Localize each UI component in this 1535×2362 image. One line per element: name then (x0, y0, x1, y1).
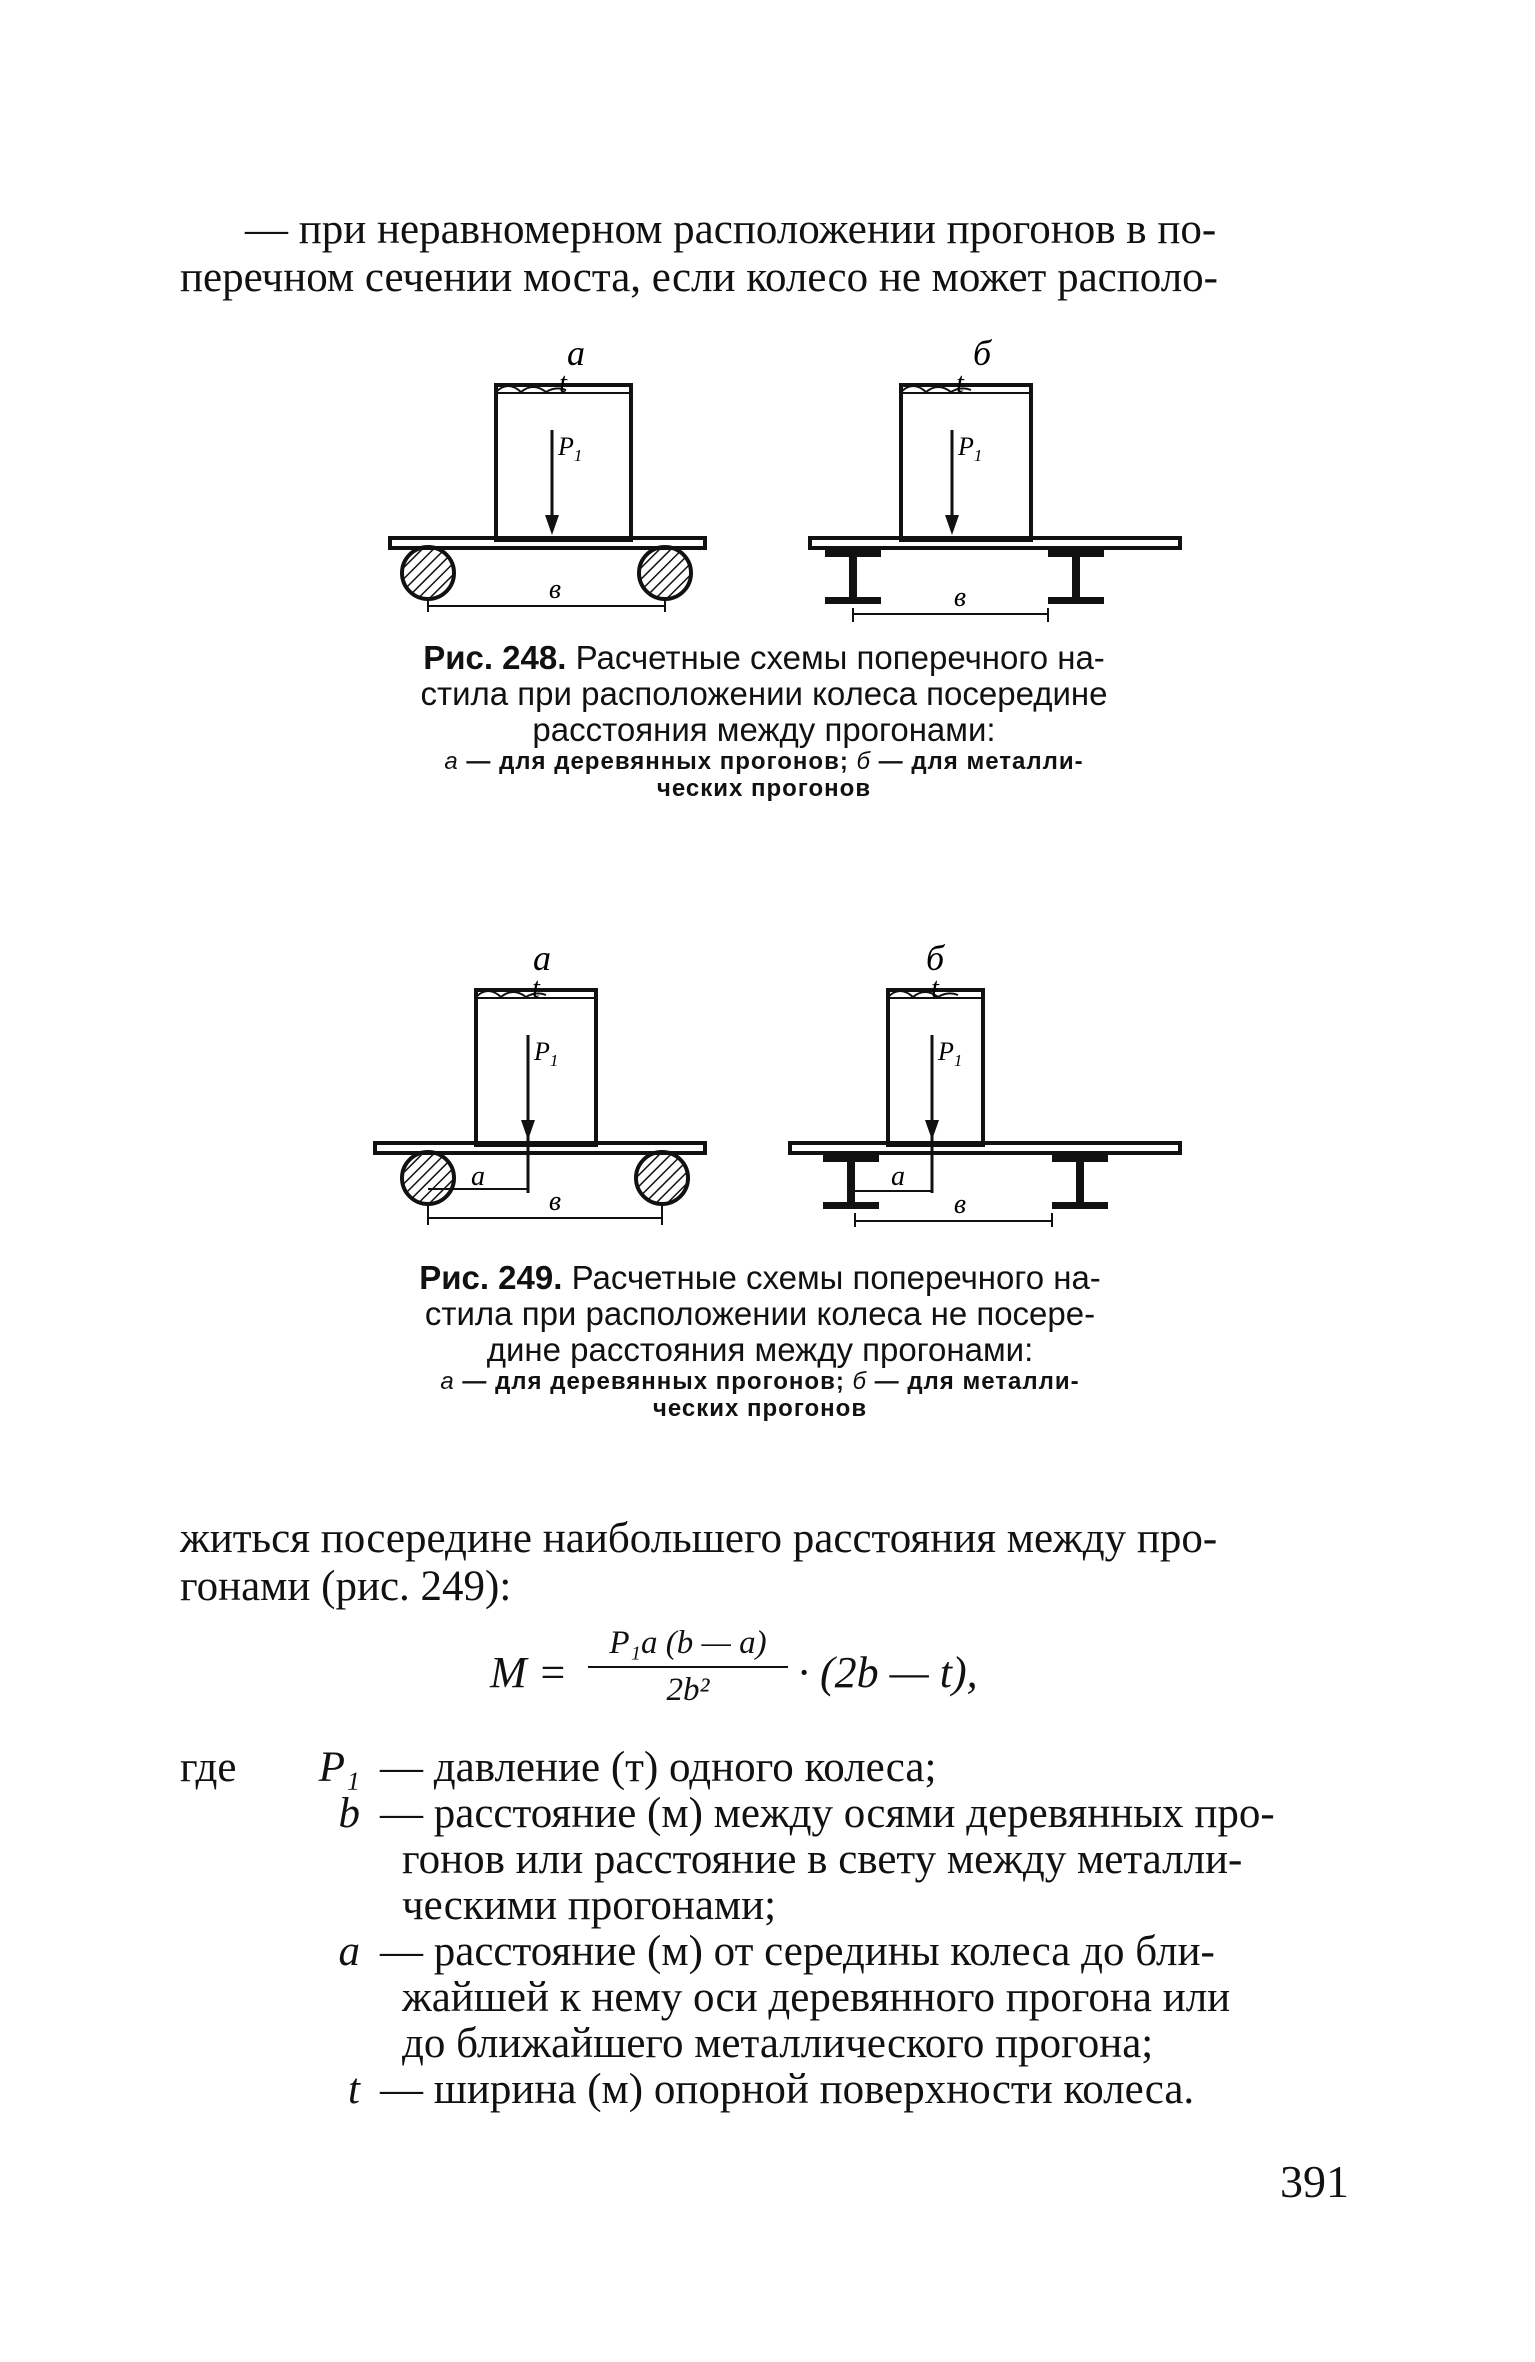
fig248-a-wheel (496, 385, 631, 540)
fig248-panel-b-label: б (972, 333, 992, 373)
fig249-panel-b (790, 938, 1180, 1227)
fig248-b-wheel (901, 385, 1031, 540)
fig248-panel-a (390, 333, 705, 612)
fig249-panel-a (375, 938, 705, 1225)
fig248-b-span-label: в (953, 582, 967, 613)
fig249-a-timber-left (402, 1152, 454, 1204)
fig248-b-deck (810, 538, 1180, 548)
fig248-panel-b (810, 333, 1180, 622)
fig249-a-p-label: $P_1$ (534, 1037, 559, 1070)
fig249-a-t-label: t (532, 973, 540, 1004)
fig249-a-offset-label: а (471, 1161, 485, 1192)
definition-a-symbol: a (338, 1928, 360, 1975)
fig249-caption-small2: ческих прогонов (652, 1395, 868, 1422)
definition-t-line-1: — ширина (м) опорной поверхности колеса. (380, 2066, 1195, 2113)
definition-b-line-3: ческими прогонами; (402, 1882, 777, 1929)
definition-p1 (180, 1745, 1535, 1791)
figure-249-diagram (380, 935, 1180, 1230)
fig249-b-ibeam-left (823, 1155, 879, 1209)
fig248-a-t-label: t (559, 368, 567, 399)
formula-rhs: · (2b — t), (798, 1648, 978, 1697)
fig248-a-p-label: $P_1$ (558, 432, 583, 465)
fig249-panel-b-label: б (925, 938, 945, 978)
middle-text-line-2: гонами (рис. 249): (180, 1563, 512, 1610)
fig248-caption-line2: стила при расположении колеса посередине (420, 675, 1108, 712)
fig248-a-span-label: в (548, 574, 562, 605)
definitions-intro: где (180, 1744, 237, 1791)
fig249-caption-number: Рис. 249. (419, 1259, 563, 1296)
fig249-b-t-label: t (931, 973, 939, 1004)
fig249-b-ibeam-right (1052, 1155, 1108, 1209)
definition-a (180, 1929, 1535, 2067)
fig249-b-offset-label: а (891, 1161, 905, 1192)
definition-b-line-1: — расстояние (м) между осями деревянных про- (380, 1790, 1275, 1837)
definition-a-line-2: жайшей к нему оси деревянного прогона или (402, 1974, 1231, 2021)
page-number: 391 (1280, 2156, 1349, 2207)
formula-fraction (588, 1625, 788, 1709)
fig249-a-span-label: в (548, 1186, 562, 1217)
figure-248-caption: Рис. 248. Расчетные схемы поперечного на- стила при расположении колеса посередине расстояния между прогонами: а — для деревянных прогонов; б — для металли- ческих прогонов (384, 640, 1144, 802)
fig249-b-span-label: в (953, 1189, 967, 1220)
formula-numerator: P₁a (b — a) (588, 1625, 788, 1668)
fig248-caption-small2: ческих прогонов (656, 775, 872, 802)
fig248-caption-line3: расстояния между прогонами: (532, 711, 996, 748)
fig248-a-timber-right (639, 547, 691, 599)
fig249-b-deck (790, 1143, 1180, 1153)
definition-b (180, 1791, 1535, 1929)
definition-p1-symbol: P₁ (318, 1744, 360, 1791)
fig249-a-wheel (476, 990, 596, 1145)
formula-denominator: 2b² (666, 1672, 710, 1708)
fig248-caption-number: Рис. 248. (423, 639, 567, 676)
fig249-panel-a-label: а (533, 938, 551, 978)
definition-t-symbol: t (348, 2066, 360, 2113)
fig249-b-p-label: $P_1$ (938, 1037, 963, 1070)
top-text-line-1: — при неравномерном расположении прогонов в по- (245, 206, 1217, 253)
definition-a-line-3: до ближайшего металлического прогона; (402, 2020, 1154, 2067)
fig249-a-timber-right (636, 1152, 688, 1204)
fig248-b-ibeam-right (1048, 550, 1104, 604)
definition-a-line-1: — расстояние (м) от середины колеса до бли- (380, 1928, 1215, 1975)
definition-b-line-2: гонов или расстояние в свету между металли- (402, 1836, 1243, 1883)
figure-248-diagram (380, 330, 1180, 630)
top-text-line-2: перечном сечении моста, если колесо не может располо- (180, 254, 1218, 301)
fig248-b-ibeam-left (825, 550, 881, 604)
fig248-a-timber-left (402, 547, 454, 599)
fig248-caption-line1: Расчетные схемы поперечного на- (566, 639, 1105, 676)
fig248-panel-a-label: а (567, 333, 585, 373)
definition-t (180, 2067, 1535, 2113)
definition-b-symbol: b (338, 1790, 360, 1837)
figure-249-caption: Рис. 249. Расчетные схемы поперечного на- стила при расположении колеса не посере- дине расстояния между прогонами: а — для деревянных прогонов; б — для металли- ческих прогонов (380, 1260, 1140, 1422)
formula-lhs: M = (490, 1648, 568, 1697)
fig249-caption-line1: Расчетные схемы поперечного на- (562, 1259, 1101, 1296)
fig249-caption-line2: стила при расположении колеса не посере- (424, 1295, 1096, 1332)
fig249-caption-line3: дине расстояния между прогонами: (486, 1331, 1034, 1368)
fig248-b-t-label: t (956, 368, 964, 399)
variable-definitions (180, 1745, 1535, 2113)
fig248-b-p-label: $P_1$ (958, 432, 983, 465)
middle-text-line-1: житься посередине наибольшего расстояния между про- (180, 1515, 1218, 1562)
definition-p1-line-1: — давление (т) одного колеса; (380, 1744, 937, 1791)
